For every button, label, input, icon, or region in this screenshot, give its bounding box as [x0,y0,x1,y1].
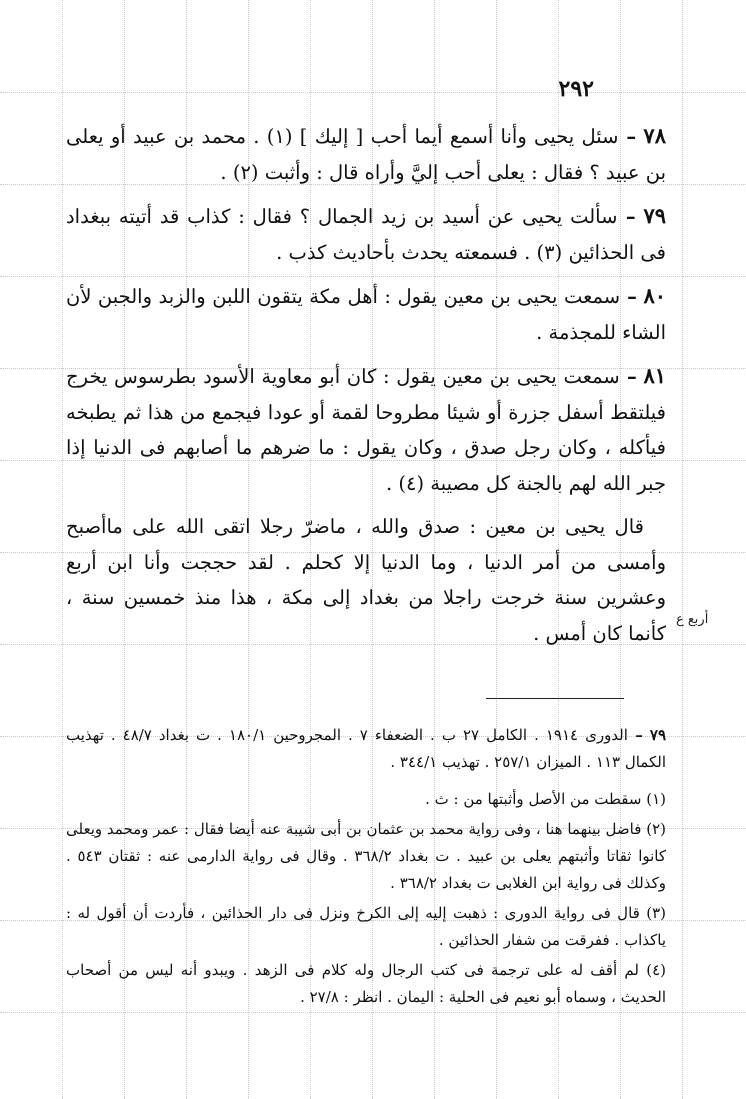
footnote-1 [66,786,666,813]
footnote-divider [486,698,624,699]
footnote-sources: ٧٩ – الدورى ١٩١٤ . الكامل ٢٧ ب . الضعفاء ٧ . المجروحين ١٨٠/١ . ت بغداد ٤٨/٧ . تهذيب الكمال ١١٣ . الميزان ٢٥٧/١ . تهذيب ٣٤٤/١ . [66,726,667,771]
entry-text: سمعت يحيى بن معين يقول : كان أبو معاوية الأسود بطرسوس يخرج فيلتقط أسفل جزرة أو شيئا مطروحا لقمة أو عودا فيجمع من هذا ثم يطبخه فيأكله ، وكان رجل صدق ، وكان يقول : ما ضرهم ما أصابهم فى الدنيا إذا جبر الله لهم بالجنة كل مصيبة (٤) . [66,365,666,495]
footnote-2 [66,816,666,897]
footnote-text: قال فى رواية الدورى : ذهبت إليه إلى الكرخ ونزل فى دار الحذائين ، فأردت أن أقول له : ياكذاب . ففرقت من شفار الحذائين . [66,904,666,949]
entry-number: ٨١ [643,363,666,388]
footnote-number: (١) [646,790,666,808]
entry-text: سألت يحيى عن أسيد بن زيد الجمال ؟ فقال : كذاب قد أتيته ببغداد فى الحذائين (٣) . فسمعته يحدث بأحاديث كذب . [66,205,666,264]
entry-80: ٨٠ – سمعت يحيى بن معين يقول : أهل مكة يتقون اللبن والزبد والجبن لأن الشاء للمجذمة . [66,283,666,344]
page-number: ٢٩٢ [558,76,594,102]
footnote-4 [66,957,666,1011]
margin-note: أربع ع [676,612,709,627]
footnote-text: سقطت من الأصل وأثبتها من : ث . [425,790,642,808]
entry-81: ٨١ – سمعت يحيى بن معين يقول : كان أبو معاوية الأسود بطرسوس يخرج فيلتقط أسفل جزرة أو شيئا مطروحا لقمة أو عودا فيجمع من هذا ثم يطبخه فيأكله ، وكان رجل صدق ، وكان يقول : ما ضرهم ما أصابهم فى الدنيا إذا جبر الله لهم بالجنة كل مصيبة (٤) . [66,363,666,495]
entry-number: ٧٩ [643,203,667,228]
footnote-source-number: ٧٩ [649,726,667,744]
footnotes [66,722,666,1014]
entry-number: ٨٠ [643,283,666,308]
entry-number: ٧٨ [643,123,666,148]
footnote-number: (٣) [646,904,666,922]
footnote-source-text: الدورى ١٩١٤ . الكامل ٢٧ ب . الضعفاء ٧ . المجروحين ١٨٠/١ . ت بغداد ٤٨/٧ . تهذيب الكمال ١١٣ . الميزان ٢٥٧/١ . تهذيب ٣٤٤/١ . [66,726,666,771]
footnote-text: لم أقف له على ترجمة فى كتب الرجال وله كلام فى الزهد . ويبدو أنه ليس من أصحاب الحديث ، وسماه أبو نعيم فى الحلية : اليمان . انظر : ٢٧/٨ . [66,961,666,1006]
footnote-text: فاضل بينهما هنا ، وفى رواية محمد بن عثمان بن أبى شيبة عنه أيضا فقال : عمر ومحمد ويعلى كانوا ثقاتا وأثبتهم يعلى بن عبيد . ت بغداد ٣٦٨/٢ . وقال فى رواية الدارمى عنه : ثقتان ٥٤٣ . وكذلك فى رواية ابن الغلابى ت بغداد ٣٦٨/٢ . [66,820,666,892]
entry-text: سئل يحيى وأنا أسمع أيما أحب [ إليك ] (١) . محمد بن عبيد أو يعلى بن عبيد ؟ فقال : يعلى أحب إليَّ وأراه قال : وأثبت (٢) . [66,125,666,184]
main-text [66,118,666,659]
entry-text: سمعت يحيى بن معين يقول : أهل مكة يتقون اللبن والزبد والجبن لأن الشاء للمجذمة . [66,285,666,344]
closing-paragraph: قال يحيى بن معين : صدق والله ، ماضرّ رجلا اتقى الله على ماأصبح وأمسى من أمر الدنيا ، وما الدنيا إلا كحلم . لقد حججت وأنا ابن أربع وعشرين سنة خرجت راجلا من بغداد إلى مكة ، هذا منذ خمسين سنة ، كأنما كان أمس . [66,515,666,645]
footnote-number: (٤) [646,961,666,979]
footnote-number: (٢) [646,820,666,838]
footnote-3 [66,900,666,954]
entry-79: ٧٩ – سألت يحيى عن أسيد بن زيد الجمال ؟ فقال : كذاب قد أتيته ببغداد فى الحذائين (٣) . فسمعته يحدث بأحاديث كذب . [66,203,667,264]
entry-78: ٧٨ – سئل يحيى وأنا أسمع أيما أحب [ إليك ] (١) . محمد بن عبيد أو يعلى بن عبيد ؟ فقال : يعلى أحب إليَّ وأراه قال : وأثبت (٢) . [66,123,666,184]
